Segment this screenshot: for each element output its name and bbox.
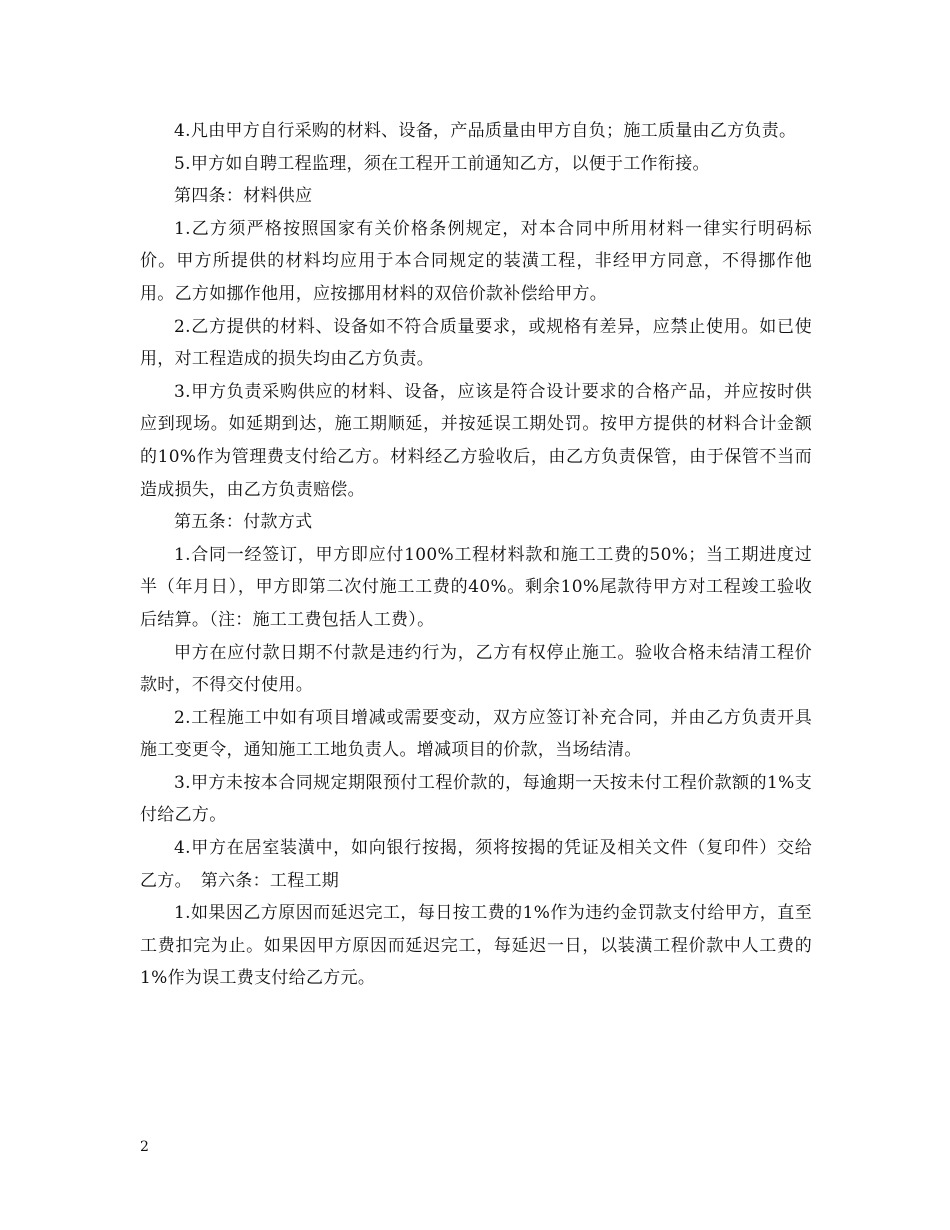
article-5-item-1: 1.合同一经签订，甲方即应付100%工程材料款和施工工费的50%；当工期进度过半（年月日），甲方即第二次付施工工费的40%。剩余10%尾款待甲方对工程竣工验收后结算。（注：施工工费包括人工费）。: [140, 544, 812, 630]
article-5-item-3: 3.甲方未按本合同规定期限预付工程价款的，每逾期一天按未付工程价款额的1%支付给乙方。: [140, 772, 812, 826]
clause-5-supervision: 5.甲方如自聘工程监理，须在工程开工前通知乙方，以便于工作衔接。: [174, 153, 710, 174]
article-4-item-2: 2.乙方提供的材料、设备如不符合质量要求，或规格有差异，应禁止使用。如已使用，对工程造成的损失均由乙方负责。: [140, 316, 812, 370]
page-number: 2: [140, 1139, 149, 1155]
clause-4-self-purchase: 4.凡由甲方自行采购的材料、设备，产品质量由甲方自负；施工质量由乙方负责。: [174, 121, 797, 141]
article-4-heading: 第四条：材料供应: [174, 186, 313, 207]
article-4-item-1: 1.乙方须严格按照国家有关价格条例规定，对本合同中所用材料一律实行明码标价。甲方所提供的材料均应用于本合同规定的装潢工程，非经甲方同意，不得挪作他用。乙方如挪作他用，应按挪用材料的双倍价款补偿给甲方。: [140, 218, 812, 304]
article-6-item-1: 1.如果因乙方原因而延迟完工，每日按工费的1%作为违约金罚款支付给甲方，直至工费扣完为止。如果因甲方原因而延迟完工，每延迟一日，以装潢工程价款中人工费的1%作为误工费支付给乙方元。: [140, 903, 812, 989]
article-4-item-3: 3.甲方负责采购供应的材料、设备，应该是符合设计要求的合格产品，并应按时供应到现场。如延期到达，施工期顺延，并按延误工期处罚。按甲方提供的材料合计金额的10%作为管理费支付给乙方。材料经乙方验收后，由乙方负责保管，由于保管不当而造成损失，由乙方负责赔偿。: [140, 381, 812, 500]
document-body: [140, 115, 812, 995]
article-5-item-4: 4.甲方在居室装潢中，如向银行按揭，须将按揭的凭证及相关文件（复印件）交给乙方。 第六条：工程工期: [140, 838, 812, 891]
article-5-heading: 第五条：付款方式: [174, 512, 313, 533]
article-5-item-1-note: 甲方在应付款日期不付款是违约行为，乙方有权停止施工。验收合格未结清工程价款时，不得交付使用。: [140, 642, 812, 696]
article-5-item-2: 2.工程施工中如有项目增减或需要变动，双方应签订补充合同，并由乙方负责开具施工变更令，通知施工工地负责人。增减项目的价款，当场结清。: [140, 707, 812, 761]
